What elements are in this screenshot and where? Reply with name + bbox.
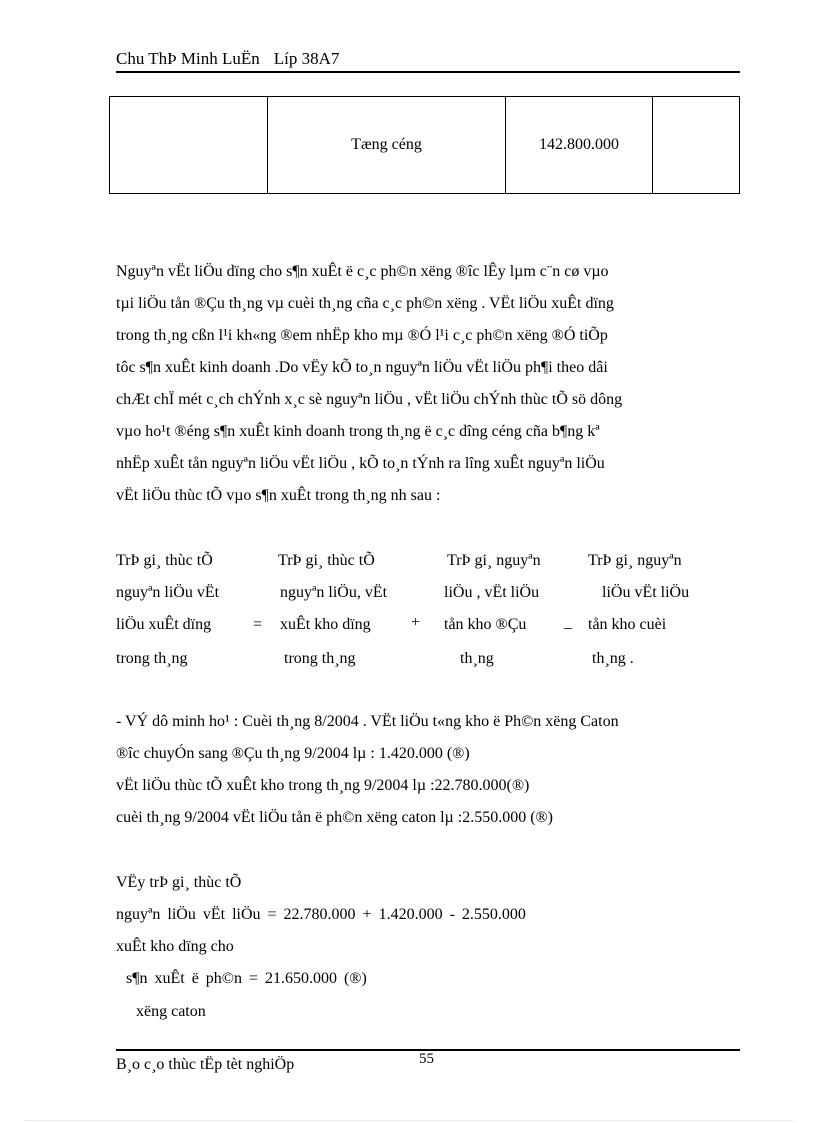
page-edge <box>24 1120 794 1121</box>
formula-col1-line: TrÞ gi¸ thùc tÕ <box>116 552 213 569</box>
paragraph-line: vµo ho¹t ®éng s¶n xuÊt kinh doanh trong th¸ng ë c¸c dîng céng cña b¶ng kª <box>116 423 600 440</box>
paragraph-line: Nguyªn vËt liÖu dïng cho s¶n xuÊt ë c¸c ph©n xëng ®îc lÊy lµm c¨n cø vµo <box>116 263 609 280</box>
formula-col2-line: TrÞ gi¸ thùc tÕ <box>278 552 375 569</box>
calc-line: xëng caton <box>136 1003 206 1020</box>
page-number: 55 <box>419 1051 434 1067</box>
calc-line: VËy trÞ gi¸ thùc tÕ <box>116 874 242 891</box>
example-line: cuèi th¸ng 9/2004 vËt liÖu tån ë ph©n xëng caton lµ :2.550.000 (®) <box>116 809 554 826</box>
formula-col2-line: trong th¸ng <box>284 650 356 667</box>
formula-col4-line: liÖu vËt liÖu <box>602 584 690 601</box>
calc-line: s¶n xuÊt ë ph©n = 21.650.000 (®) <box>126 970 367 987</box>
table-cell-value: 142.800.000 <box>506 97 653 194</box>
header-class: Líp 38A7 <box>273 49 340 68</box>
formula-col4-line: tån kho cuèi <box>588 616 667 633</box>
formula-col1-line: trong th¸ng <box>116 650 188 667</box>
paragraph-line: nhËp xuÊt tån nguyªn liÖu vËt liÖu , kÕ to¸n tÝnh ra lîng xuÊt nguyªn liÖu <box>116 455 605 472</box>
total-table <box>109 96 740 194</box>
formula-col1-line: nguyªn liÖu vËt <box>116 584 220 601</box>
formula-col3-line: tån kho ®Çu <box>444 616 527 633</box>
formula-col4-line: TrÞ gi¸ nguyªn <box>588 552 682 569</box>
formula-col3-line: th¸ng <box>460 650 494 667</box>
paragraph-line: trong th¸ng cßn l¹i kh«ng ®em nhËp kho mµ ®Ó l¹i c¸c ph©n xëng ®Ó tiÕp <box>116 327 608 344</box>
formula-col1-line: liÖu xuÊt dïng <box>116 616 212 633</box>
paragraph-line: vËt liÖu thùc tÕ vµo s¶n xuÊt trong th¸ng nh sau : <box>116 487 441 504</box>
example-line: ®îc chuyÓn sang ®Çu th¸ng 9/2004 lµ : 1.420.000 (®) <box>116 745 470 762</box>
table-cell-label: Tæng céng <box>268 97 506 194</box>
calc-line: xuÊt kho dïng cho <box>116 938 234 955</box>
formula-col2-line: nguyªn liÖu, vËt <box>280 584 388 601</box>
paragraph-line: tµi liÖu tån ®Çu th¸ng vµ cuèi th¸ng cña c¸c ph©n xëng . VËt liÖu xuÊt dïng <box>116 295 614 312</box>
paragraph-line: tôc s¶n xuÊt kinh doanh .Do vËy kÕ to¸n nguyªn liÖu vËt liÖu ph¶i theo dâi <box>116 359 608 376</box>
paragraph-line: chÆt chÏ mét c¸ch chÝnh x¸c sè nguyªn liÖu , vËt liÖu chÝnh thùc tÕ sö dông <box>116 391 623 408</box>
header-rule <box>116 71 740 73</box>
formula-equals: = <box>253 616 263 633</box>
formula-col2-line: xuÊt kho dïng <box>280 616 371 633</box>
calc-line: nguyªn liÖu vËt liÖu = 22.780.000 + 1.420.000 - 2.550.000 <box>116 906 526 923</box>
footer-title: B¸o c¸o thùc tËp tèt nghiÖp <box>116 1056 295 1073</box>
header-author: Chu ThÞ Minh LuËn <box>116 49 260 68</box>
formula-col3-line: liÖu , vËt liÖu <box>444 584 540 601</box>
table-row <box>110 97 740 194</box>
body-paragraph <box>116 256 622 512</box>
page-header <box>116 49 339 69</box>
table-cell-empty-1 <box>110 97 268 194</box>
example-line: - VÝ dô minh ho¹ : Cuèi th¸ng 8/2004 . VËt liÖu t«ng kho ë Ph©n xëng Caton <box>116 713 619 730</box>
table-cell-empty-2 <box>653 97 740 194</box>
formula-plus: + <box>411 614 421 631</box>
formula-minus: _ <box>564 614 572 631</box>
formula-col3-line: TrÞ gi¸ nguyªn <box>447 552 541 569</box>
example-line: vËt liÖu thùc tÕ xuÊt kho trong th¸ng 9/2004 lµ :22.780.000(®) <box>116 777 530 794</box>
formula-col4-line: th¸ng . <box>592 650 634 667</box>
